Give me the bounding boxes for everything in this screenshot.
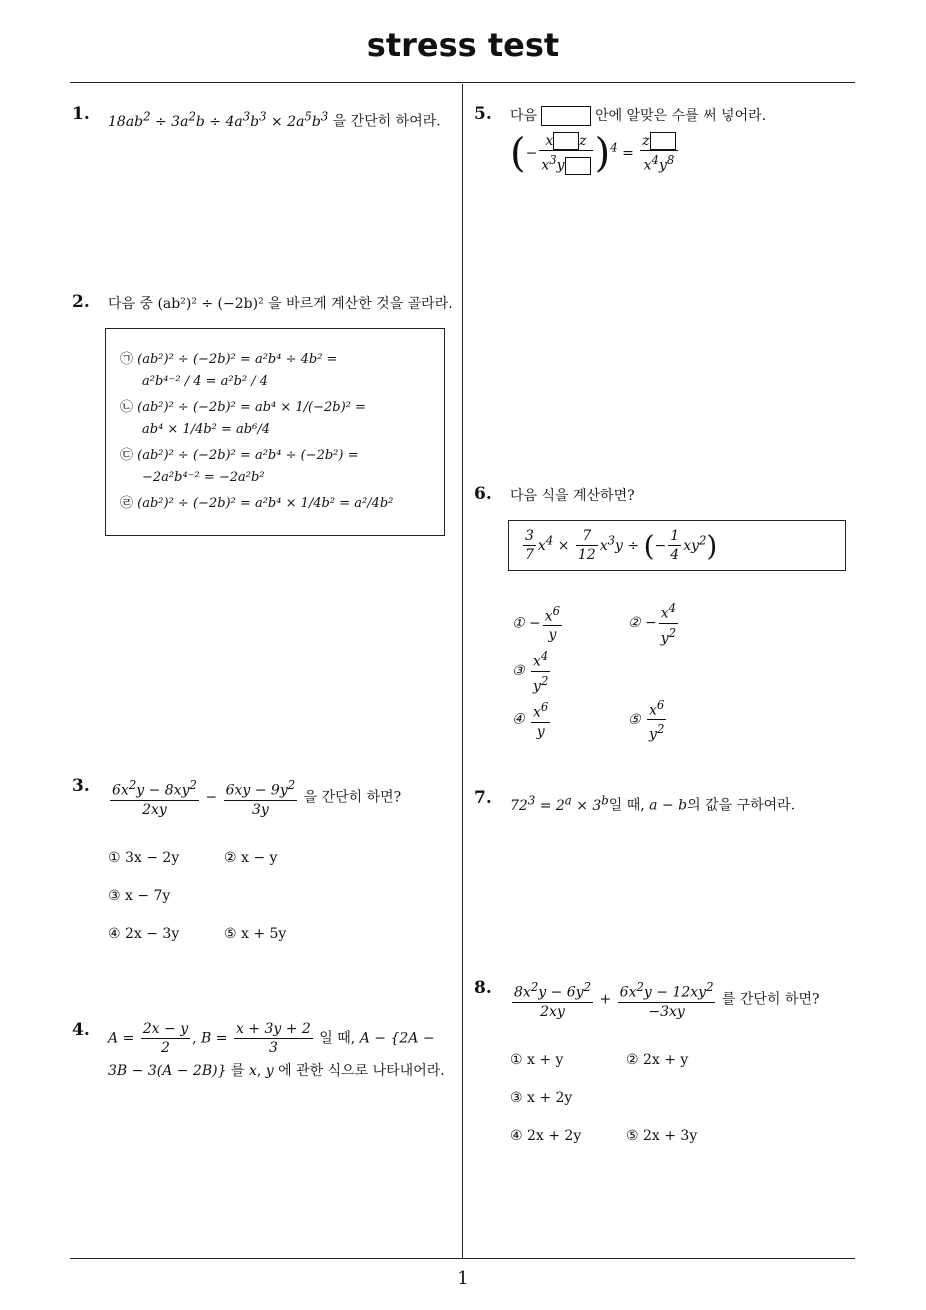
- choices: [108, 839, 454, 953]
- choice: ③ x + 2y: [510, 1089, 573, 1106]
- top-divider: [70, 82, 855, 83]
- column-divider: [462, 84, 463, 1258]
- choice: ② 2x + y: [626, 1051, 689, 1068]
- choice: ① 3x − 2y: [108, 849, 180, 866]
- question-text: $\frac{6x^2y - 8xy^2}{2xy}$ − $\frac{6xy - 9y^2}{3y}$ 을 간단히 하면? ① 3x − 2y ② x − y③ x − 7y ④ 2x − 3y ⑤ x + 5y: [108, 776, 454, 953]
- question-text: 다음 식을 계산하면?: [510, 488, 635, 504]
- option-item: ㉣ (ab²)² ÷ (−2b)² = a²b⁴ × 1/4b² = a²/4b²: [120, 496, 394, 511]
- page-number: 1: [457, 1268, 469, 1289]
- choices: [510, 1041, 854, 1155]
- options-box: [105, 328, 445, 536]
- question-number: 3.: [72, 776, 90, 796]
- choice: ⑤ 2x + 3y: [626, 1127, 698, 1144]
- option-item: ㉠ (ab²)² ÷ (−2b)² = a²b⁴ ÷ 4b² = a²b⁴⁻² / 4 = a²b² / 4: [120, 352, 338, 389]
- question-1: [72, 104, 452, 134]
- equation: (− $\frac{\text{x z}}{x^3y}$ )$^4$ = $\frac{z}{x^4y^8}$: [510, 132, 854, 175]
- question-text: $18ab^2 \div 3a^2b \div 4a^3b^3 \times 2a^5b^3$ 을 간단히 하여라.: [108, 109, 441, 130]
- question-text: 다음 중 (ab²)² ÷ (−2b)² 을 바르게 계산한 것을 골라라.: [108, 296, 453, 312]
- choice: ① x + y: [510, 1051, 564, 1068]
- option-item: ㉢ (ab²)² ÷ (−2b)² = a²b⁴ ÷ (−2b²) = −2a²b⁴⁻² = −2a²b²: [120, 448, 359, 485]
- question-number: 8.: [474, 978, 492, 998]
- choice: ④ $\frac{x^6}{y}$: [512, 700, 549, 741]
- choice: ⑤ x + 5y: [224, 925, 287, 942]
- choice: ② x − y: [224, 849, 278, 866]
- choice: ④ 2x + 2y: [510, 1127, 582, 1144]
- choice: ③ $\frac{x^4}{y^2}$: [512, 649, 549, 695]
- question-text: 다음 안에 알맞은 수를 써 넣어라. (− $\frac{\text{x z}}{x^3y}$ )$^4$ = $\frac{z}{x^4y^8}$: [510, 104, 854, 175]
- choice: ② − $\frac{x^4}{y^2}$: [628, 601, 677, 647]
- question-text: A = $\frac{2x - y}{2}$ , B = $\frac{x + 3y + 2}{3}$ 일 때, A − {2A − 3B − 3(A − 2B)} 를 x, y 에 관한 식으로 나타내어라.: [108, 1021, 445, 1079]
- answer-box[interactable]: [541, 106, 591, 126]
- question-5: [474, 104, 854, 175]
- question-text: $72^3 = 2^a \times 3^b$일 때, a − b의 값을 구하여라.: [510, 793, 796, 814]
- option-item: ㉡ (ab²)² ÷ (−2b)² = ab⁴ × 1/(−2b)² = ab⁴ × 1/4b² = ab⁶/4: [120, 400, 366, 437]
- choices: [512, 599, 854, 744]
- choice: ⑤ $\frac{x^6}{y^2}$: [628, 697, 665, 743]
- question-4: [72, 1020, 456, 1085]
- choice: ④ 2x − 3y: [108, 925, 180, 942]
- question-7: [474, 788, 854, 818]
- question-number: 6.: [474, 484, 492, 504]
- question-2: [72, 292, 454, 536]
- bottom-divider: [70, 1258, 855, 1259]
- question-3: [72, 776, 454, 953]
- question-8: [474, 978, 854, 1155]
- question-number: 7.: [474, 788, 492, 808]
- question-number: 2.: [72, 292, 90, 312]
- expression-box: $\frac{3}{7}$ $x^4$ × $\frac{7}{12}$ $x^3y$ ÷ (− $\frac{1}{4}$ $xy^2$): [508, 520, 846, 571]
- question-text: $\frac{8x^2y - 6y^2}{2xy}$ + $\frac{6x^2y - 12xy^2}{-3xy}$ 를 간단히 하면? ① x + y ② 2x + y③ x + 2y ④ 2x + 2y ⑤ 2x + 3y: [510, 978, 854, 1155]
- question-number: 5.: [474, 104, 492, 124]
- choice: ③ x − 7y: [108, 887, 171, 904]
- question-number: 1.: [72, 104, 90, 124]
- question-number: 4.: [72, 1020, 90, 1040]
- question-6: [474, 484, 854, 744]
- choice: ① − $\frac{x^6}{y}$: [512, 603, 561, 644]
- page-title: stress test: [366, 26, 560, 64]
